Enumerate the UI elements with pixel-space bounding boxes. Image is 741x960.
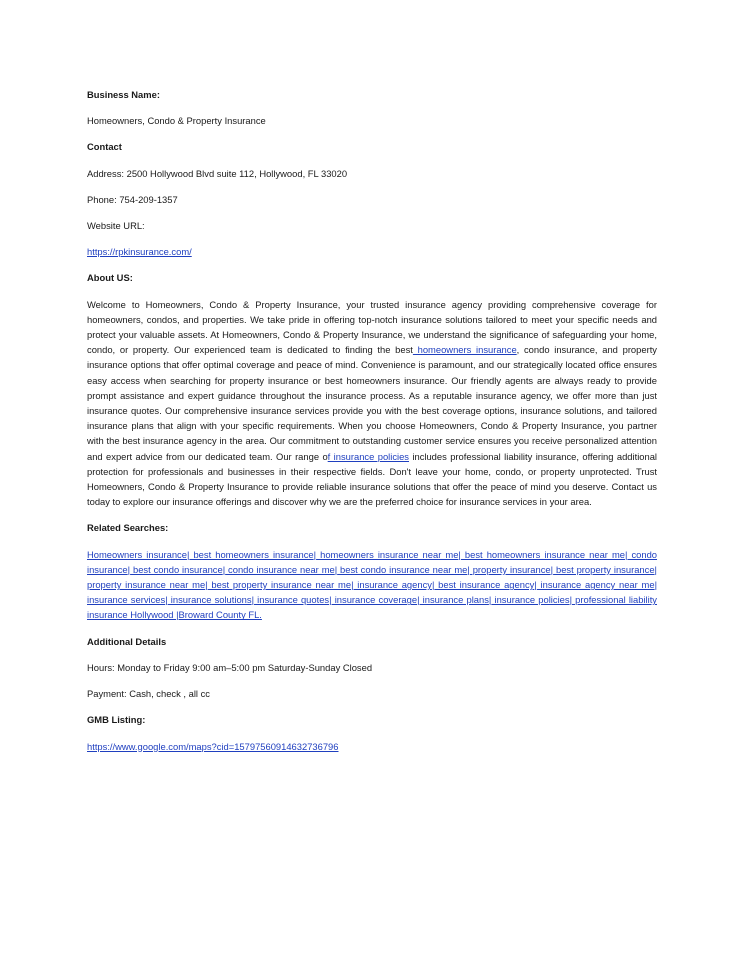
- related-link[interactable]: best property insurance near me: [207, 579, 352, 591]
- hours: Hours: Monday to Friday 9:00 am–5:00 pm Saturday-Sunday Closed: [87, 661, 373, 673]
- gmb-url-link[interactable]: https://www.google.com/maps?cid=15797560914632736796: [87, 740, 339, 752]
- related-link[interactable]: best homeowners insurance: [189, 548, 314, 560]
- related-link[interactable]: condo insurance near me: [225, 563, 335, 575]
- phone: Phone: 754-209-1357: [87, 193, 178, 205]
- related-link[interactable]: condo insurance: [87, 548, 658, 575]
- website-url-link[interactable]: https://rpkinsurance.com/: [87, 246, 192, 258]
- related-link[interactable]: best condo insurance: [130, 563, 223, 575]
- insurance-policies-link[interactable]: f insurance policies: [327, 450, 409, 462]
- related-link[interactable]: insurance agency near me: [536, 579, 655, 591]
- related-link[interactable]: best condo insurance near me: [337, 563, 468, 575]
- related-link[interactable]: insurance plans: [419, 594, 489, 606]
- related-link[interactable]: homeowners insurance near me: [316, 548, 459, 560]
- website-label: Website URL:: [87, 220, 145, 232]
- about-text-part-1: Welcome to Homeowners, Condo & Property Insurance, your trusted insurance agency providing comprehensive coverage for homeowners, condos, and properties. We take pride in offering top-notch insurance solutions tailored to meet your specific needs and protect your valuable assets. At Homeowners, Condo & Property Insurance, we understand the significance of safeguarding your home, condo, or property. Our experienced team is dedicated to finding the best: [87, 298, 657, 356]
- related-link[interactable]: Homeowners insurance: [87, 548, 187, 560]
- document-content: [87, 87, 657, 765]
- payment: Payment: Cash, check , all cc: [87, 688, 210, 700]
- related-searches-heading: Related Searches:: [87, 522, 169, 534]
- about-text-part-2: , condo insurance, and property insurance options that offer optimal coverage and peace of mind. Convenience is paramount, and our strategically located office ensures easy access when searching for property insurance or best homeowners insurance. Our friendly agents are always ready to provide prompt assistance and expert guidance throughout the insurance process. As a reputable insurance agency, we offer more than just insurance quotes. Our comprehensive insurance services provide you with the best coverage options, insurance solutions, and tailored insurance plans that align with your specific requirements. When you choose Homeowners, Condo & Property Insurance, you partner with the best insurance agency in the area. Our commitment to outstanding customer service ensures you receive personalized attention and expert advice from our dedicated team. Our range o: [87, 344, 657, 462]
- business-name: Homeowners, Condo & Property Insurance: [87, 115, 266, 127]
- about-text-part-3: includes professional liability insurance, offering additional protection for professionals and businesses in their respective fields. Don't leave your home, condo, or property unprotected. Trust Homeowners, Condo & Property Insurance to provide reliable insurance solutions that offer the peace of mind you deserve. Contact us today to explore our insurance offerings and discover why we are the preferred choice for insurance services in your area.: [87, 450, 657, 508]
- gmb-url-paragraph: [87, 739, 657, 754]
- related-link[interactable]: insurance agency: [353, 579, 432, 591]
- additional-details-heading: Additional Details: [87, 635, 167, 647]
- related-link[interactable]: Broward County FL.: [178, 609, 262, 621]
- related-link[interactable]: insurance services: [87, 594, 166, 606]
- related-link[interactable]: insurance policies: [491, 594, 570, 606]
- gmb-listing-heading: GMB Listing:: [87, 714, 146, 726]
- contact-heading: Contact: [87, 141, 122, 153]
- related-searches-links: Homeowners insurance| best homeowners insurance| homeowners insurance near me| best homeowners insurance near me| condo insurance| best condo insurance| condo insurance near me| best condo insurance near me| property insurance| best property insurance| property insurance near me| best property insurance near me| insurance agency| best insurance agency| insurance agency near me| insurance services| insurance solutions| insurance quotes| insurance coverage| insurance plans| insurance policies| professional liability insurance Hollywood |Broward County FL.: [87, 548, 658, 621]
- related-link[interactable]: property insurance near me: [87, 579, 206, 591]
- related-link[interactable]: insurance solutions: [167, 594, 252, 606]
- related-link[interactable]: property insurance: [469, 563, 551, 575]
- homeowners-insurance-link[interactable]: homeowners insurance: [412, 344, 517, 356]
- related-link[interactable]: best property insurance: [553, 563, 655, 575]
- business-name-label: Business Name:: [87, 89, 160, 100]
- related-link[interactable]: insurance quotes: [254, 594, 330, 606]
- related-link[interactable]: best insurance agency: [434, 579, 535, 591]
- website-url-paragraph: [87, 244, 657, 259]
- related-link[interactable]: insurance coverage: [331, 594, 418, 606]
- about-paragraph: [87, 297, 657, 510]
- about-heading: About US:: [87, 272, 133, 284]
- related-link[interactable]: professional liability insurance Hollywood: [87, 594, 657, 621]
- related-link[interactable]: best homeowners insurance near me: [460, 548, 625, 560]
- address: Address: 2500 Hollywood Blvd suite 112, Hollywood, FL 33020: [87, 167, 348, 179]
